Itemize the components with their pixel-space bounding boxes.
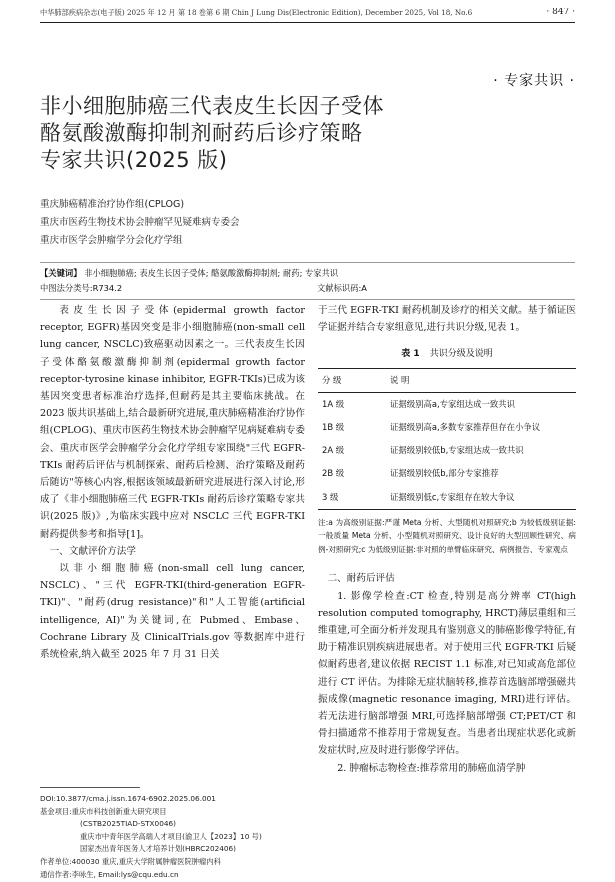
table-caption (318, 346, 576, 363)
table-cell: 1B 级 (322, 422, 345, 433)
author-unit: 作者单位:400030 重庆,重庆大学附属肿瘤医院肿瘤内科 (40, 856, 221, 866)
table-cell: 2A 级 (322, 445, 345, 456)
header-rule (40, 22, 575, 23)
table-note: 注:a 为高级别证据:严谨 Meta 分析、大型随机对照研究;b 为较低级别证据:一般质量 Meta 分析、小型随机对照研究、设计良好的大型回顾性研究、病例-对照研究;c 为低级别证据:非对照的单臂临床研究、病例报告、专家观点 (318, 517, 576, 554)
document-code: 文献标识码:A (317, 283, 367, 293)
author-group: 重庆肺癌精准治疗协作组(CPLOG) (40, 199, 185, 210)
table-header-cell: 分 级 (318, 368, 386, 392)
running-header-text: 中华肺部疾病杂志(电子版) 2025 年 12 月 第 18 卷第 6 期 Chin J Lung Dis(Electronic Edition), December 2025, Vol 18, No.6 (40, 8, 473, 17)
running-header (40, 8, 575, 18)
table-row (318, 392, 576, 416)
fund-item: 重庆市科技创新重大研究项目 (71, 806, 167, 816)
table-cell: 证据级别较低b,部分专家推荐 (390, 468, 499, 479)
title-line: 专家共识(2025 版) (40, 148, 228, 172)
table-row (318, 486, 576, 510)
table-number: 表 1 (401, 349, 420, 360)
table-title: 共识分级及说明 (429, 349, 493, 360)
body-paragraph: 表皮生长因子受体(epidermal growth factor receptor, EGFR)基因突变是非小细胞肺癌(non-small cell lung cancer, NSCLC)致癌驱动因素之一。三代表皮生长因子受体酪氨酸激酶抑制剂(epidermal growth factor receptor-tyrosine kinase inhibitor, EGFR-TKIs)已成为该基因突变患者标准治疗选择,但耐药是其主要临床挑战。在 2023 版共识基础上,结合最新研究进展,重庆肺癌精准治疗协作组(CPLOG)、重庆市医药生物技术协会肿瘤罕见病疑难病专委会、重庆市医学会肿瘤学分会化疗学组专家围绕"三代 EGFR-TKIs 耐药后评估与机制探索、耐药后检测、治疗策略及耐药后随访"等核心内容,根据该领域最新研究进展进行深入讨论,形成了《非小细胞肺癌三代 EGFR-TKIs 耐药后诊疗策略专家共识(2025 版)》,为临床实践中应对 NSCLC 三代 EGFR-TKI 耐药提供参考和指导[1]。 (40, 305, 305, 540)
table-cell: 证据级别低c,专家组存在较大争议 (386, 486, 576, 510)
author-group: 重庆市医学会肿瘤学分会化疗学组 (40, 235, 183, 246)
page-number: · 847 · (546, 8, 575, 17)
left-column (40, 302, 305, 663)
keywords-block (40, 262, 575, 300)
table-row (318, 439, 576, 462)
right-column (318, 302, 576, 777)
article-title (40, 93, 460, 174)
table-cell: 证据级别较低b,专家组达成一致共识 (390, 445, 524, 456)
fund-item: 重庆市中青年医学高端人才项目(渝卫人【2023】10 号) (80, 831, 262, 841)
table-row (318, 416, 576, 439)
fund-label: 基金项目: (40, 806, 72, 816)
table-header-cell: 说 明 (386, 368, 576, 392)
table-cell: 1A 级 (322, 398, 345, 409)
body-paragraph: 以非小细胞肺癌(non-small cell lung cancer, NSCLC)、"三代 EGFR-TKI(third-generation EGFR-TKI)"、"耐药(drug resistance)"和"人工智能(artificial intelligence, AI)"为关键词,在 Pubmed、Embase、Cochrane Library 及 ClinicalTrials.gov 等数据库中进行系统检索,纳入截至 2025 年 7 月 31 日关 (40, 563, 305, 661)
corresponding-author: 通信作者:李咏生, Email:lys@cqu.edu.cn (40, 869, 179, 879)
title-line: 酪氨酸激酶抑制剂耐药后诊疗策略 (40, 121, 363, 145)
section-heading: 一、文献评价方法学 (49, 545, 136, 557)
table-cell: 证据级别高a,专家组达成一致共识 (390, 398, 516, 409)
keywords-text: 非小细胞肺癌; 表皮生长因子受体; 酪氨酸激酶抑制剂; 耐药; 专家共识 (84, 268, 339, 278)
author-group: 重庆市医药生物技术协会肿瘤罕见疑难病专委会 (40, 217, 240, 228)
body-paragraph: 于三代 EGFR-TKI 耐药机制及诊疗的相关文献。基于循证医学证据并结合专家组意见,进行共识分级,见表 1。 (318, 305, 576, 334)
body-paragraph: 1. 影像学检查:CT 检查,特别是高分辨率 CT(high resolution computed tomography, HRCT)薄层重组和三维重建,可全面分析并发现具有鉴别意义的肺癌影像学特征,有助于精准识别疾病进展患者。对于使用三代 EGFR-TKI 后疑似耐药患者,建议依据 RECIST 1.1 标准,对已知或高危部位进行 CT 评估。为排除无症状脑转移,推荐首选脑部增强磁共振成像(magnetic resonance imaging, MRI)进行评估。若无法进行脑部增强 MRI,可选择脑部增强 CT;PET/CT 和骨扫描通常不推荐用于常规复查。当患者出现症状恶化或新发症状时,应及时进行影像学评估。 (318, 590, 576, 757)
clc-number: 中图法分类号:R734.2 (40, 283, 123, 293)
section-heading: 二、耐药后评估 (327, 573, 395, 585)
table-cell: 3 级 (318, 486, 386, 510)
table-row (318, 462, 576, 485)
footnote-rule (40, 787, 140, 788)
table-cell: 2B 级 (322, 468, 345, 479)
consensus-grade-table (318, 368, 576, 510)
column-tag: · 专家共识 · (493, 73, 575, 89)
table-cell: 证据级别高a,多数专家推荐但存在小争议 (390, 422, 541, 433)
doi: DOI:10.3877/cma.j.issn.1674-6902.2025.06.001 (40, 794, 216, 803)
fund-item: 国家杰出青年医务人才培养计划(HBRC202406) (80, 844, 236, 854)
body-paragraph: 2. 肿瘤标志物检查:推荐常用的肺癌血清学肿 (337, 762, 526, 774)
keywords-label: 【关键词】 (40, 268, 82, 278)
fund-item: (CSTB2025TIAD-STX0046) (80, 819, 176, 829)
table-header-row (318, 368, 576, 392)
footnotes (40, 793, 310, 881)
title-line: 非小细胞肺癌三代表皮生长因子受体 (40, 94, 384, 118)
author-list (40, 196, 240, 250)
